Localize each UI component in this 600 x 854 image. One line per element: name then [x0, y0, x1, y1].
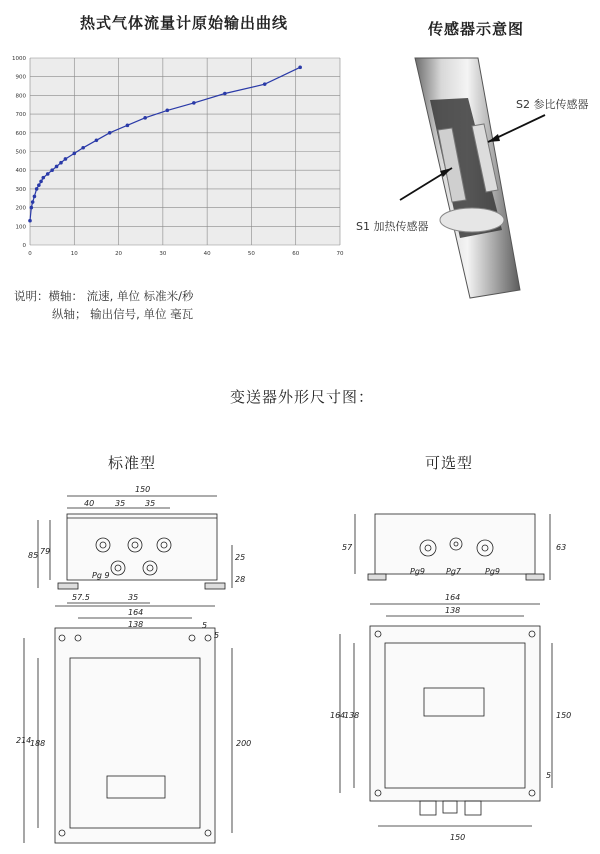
chart-data-point	[108, 131, 112, 135]
chart-y-tick-label: 300	[15, 186, 26, 193]
dim-opt-138w: 138	[445, 606, 461, 615]
chart-x-tick-label: 50	[247, 251, 255, 257]
chart-y-tick-label: 900	[15, 74, 26, 81]
dim-std-214: 214	[16, 736, 32, 745]
chart-data-point	[298, 66, 302, 70]
chart-data-point	[39, 180, 43, 184]
standard-drawing	[0, 478, 300, 854]
gland-label-opt-3: Pg9	[485, 567, 500, 576]
chart-data-point	[165, 109, 169, 113]
chart-y-tick-label: 0	[22, 243, 26, 249]
chart-note-x-axis: 说明：横轴： 流速, 单位 标准米/秒	[14, 289, 194, 303]
chart-y-tick-label: 800	[15, 93, 26, 100]
dim-std-57-5: 57.5	[72, 593, 90, 602]
sensor-probe	[415, 58, 520, 298]
chart-y-tick-label: 100	[15, 224, 26, 231]
dim-opt-63: 63	[556, 543, 567, 552]
optional-title: 可选型	[425, 454, 474, 472]
dim-opt-164w: 164	[445, 593, 461, 602]
chart-data-point	[31, 200, 35, 204]
dim-std-85: 85	[28, 551, 39, 560]
chart-x-tick-label: 0	[28, 251, 32, 257]
chart-data-point	[46, 172, 50, 176]
chart-data-point	[55, 165, 59, 169]
dim-std-35c: 35	[128, 593, 139, 602]
standard-front-enclosure	[55, 628, 215, 843]
chart-data-point	[81, 146, 85, 150]
dim-opt-138h: 138	[344, 711, 360, 720]
optional-front-enclosure	[370, 626, 540, 801]
chart-data-point	[95, 138, 99, 142]
sensor-diagram	[360, 40, 600, 310]
chart-y-tick-label: 1000	[12, 56, 26, 62]
chart-x-tick-label: 60	[292, 251, 300, 257]
chart-x-tick-label: 10	[70, 251, 78, 257]
chart-x-tick-label: 20	[115, 251, 123, 257]
chart-y-tick-label: 500	[15, 149, 26, 156]
dim-opt-164h: 164	[330, 711, 346, 720]
dim-opt-150h: 150	[556, 711, 572, 720]
dim-std-188: 188	[30, 739, 46, 748]
chart-data-point	[143, 116, 147, 120]
sensor-s1-label: S1 加热传感器	[356, 220, 429, 233]
chart-data-point	[35, 187, 39, 191]
chart-note-y-axis: 纵轴； 输出信号, 单位 毫瓦	[52, 307, 194, 321]
chart-data-point	[41, 176, 45, 180]
chart-data-point	[72, 152, 76, 156]
optional-side-enclosure	[375, 514, 535, 574]
chart-y-tick-label: 700	[15, 112, 26, 119]
dimension-title: 变送器外形尺寸图：	[230, 388, 375, 406]
dim-std-200: 200	[236, 739, 252, 748]
chart-data-point	[263, 82, 267, 86]
chart-data-point	[28, 219, 32, 223]
optional-drawing	[300, 478, 600, 854]
chart-data-point	[50, 168, 54, 172]
dim-std-35b: 35	[145, 499, 156, 508]
dim-opt-5: 5	[546, 771, 552, 780]
dim-std-28: 28	[235, 575, 246, 584]
dim-std-25: 25	[235, 553, 246, 562]
gland-label-std: Pg 9	[92, 571, 110, 580]
dim-std-164: 164	[128, 608, 144, 617]
dim-std-5b: 5	[214, 631, 220, 640]
chart-x-tick-label: 30	[159, 251, 167, 257]
chart-data-point	[59, 161, 63, 165]
gland-label-opt-1: Pg9	[410, 567, 425, 576]
chart-y-tick-label: 200	[15, 205, 26, 212]
standard-title: 标准型	[108, 454, 157, 472]
dim-std-35a: 35	[115, 499, 126, 508]
dim-std-79: 79	[40, 547, 51, 556]
dim-std-138: 138	[128, 620, 144, 629]
chart-data-point	[64, 157, 68, 161]
dim-opt-150w: 150	[450, 833, 466, 842]
chart-data-point	[37, 183, 41, 187]
chart-x-tick-label: 70	[336, 251, 344, 257]
output-curve-chart	[0, 48, 360, 273]
dim-opt-57: 57	[342, 543, 353, 552]
chart-x-ticks	[28, 251, 344, 257]
chart-y-ticks	[12, 56, 27, 249]
chart-data-point	[30, 206, 34, 210]
chart-data-point	[192, 101, 196, 105]
chart-x-tick-label: 40	[203, 251, 211, 257]
dim-std-5a: 5	[202, 621, 208, 630]
sensor-title: 传感器示意图	[428, 20, 525, 38]
dim-std-150: 150	[135, 485, 151, 494]
chart-title: 热式气体流量计原始输出曲线	[80, 14, 289, 32]
chart-data-point	[223, 92, 227, 96]
sensor-s2-label: S2 参比传感器	[516, 98, 589, 111]
optional-bottom-glands	[420, 801, 481, 815]
chart-y-tick-label: 600	[15, 130, 26, 137]
chart-y-tick-label: 400	[15, 168, 26, 175]
chart-data-point	[126, 124, 130, 128]
gland-label-opt-2: Pg7	[446, 567, 461, 576]
dim-std-40: 40	[84, 499, 95, 508]
chart-data-point	[33, 195, 37, 199]
